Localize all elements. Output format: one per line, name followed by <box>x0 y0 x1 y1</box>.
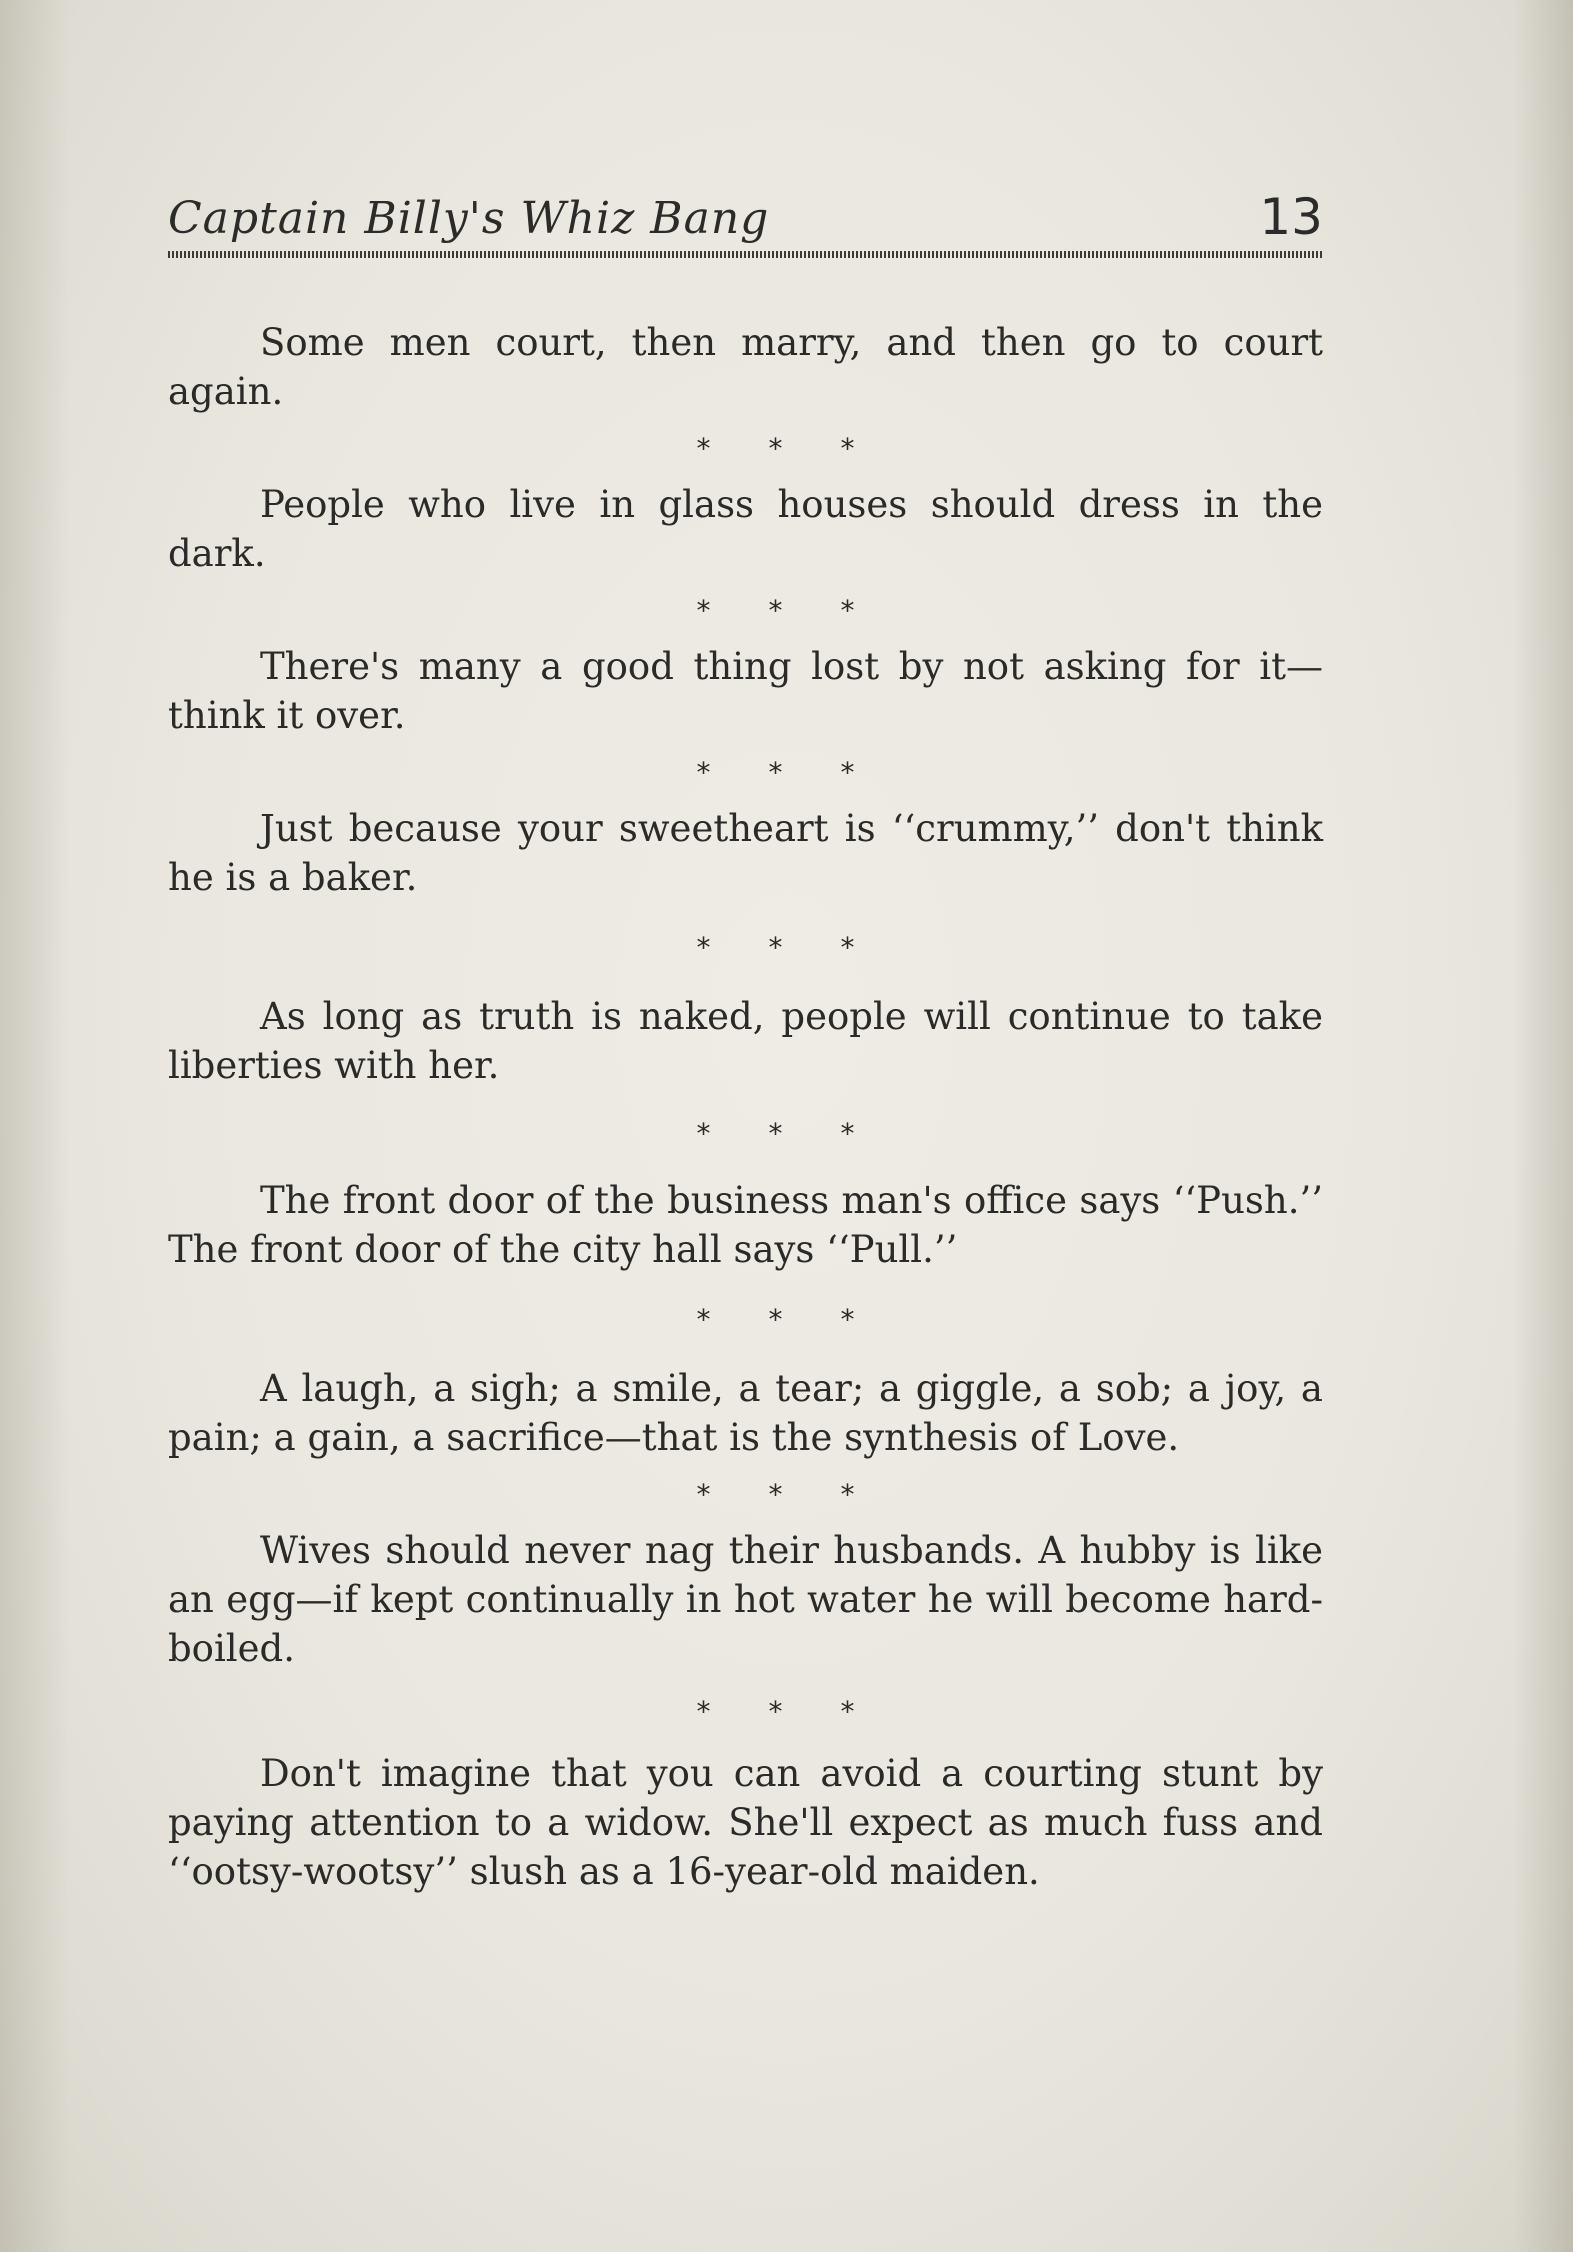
paragraph: Wives should never nag their husbands. A hubby is like an egg—if kept continually in hot water he will become hard-boiled. <box>168 1529 1323 1670</box>
star-glyph: * <box>696 593 711 627</box>
star-glyph: * <box>840 1302 855 1336</box>
star-separator <box>168 1274 1323 1364</box>
paragraph: Just because your sweetheart is ‘‘crummy,’’ don't think he is a baker. <box>168 807 1323 899</box>
star-glyph: * <box>768 1694 783 1728</box>
star-glyph: * <box>768 755 783 789</box>
star-glyph: * <box>768 1477 783 1511</box>
star-glyph: * <box>696 431 711 465</box>
star-glyph: * <box>768 431 783 465</box>
star-glyph: * <box>840 1477 855 1511</box>
star-glyph: * <box>696 1302 711 1336</box>
running-title: Captain Billy's Whiz Bang <box>168 193 770 244</box>
star-glyph: * <box>696 1116 711 1150</box>
star-glyph: * <box>768 930 783 964</box>
paragraph: Don't imagine that you can avoid a courting stunt by paying attention to a widow. She'll expect as much fuss and ‘‘ootsy-wootsy’’ slush as a 16-year-old maiden. <box>168 1752 1323 1893</box>
star-separator <box>168 902 1323 992</box>
header-rule <box>168 251 1323 258</box>
star-glyph: * <box>696 755 711 789</box>
star-separator <box>168 1462 1323 1526</box>
star-separator <box>168 1673 1323 1749</box>
star-separator <box>168 578 1323 642</box>
star-glyph: * <box>696 1477 711 1511</box>
paragraph: As long as truth is naked, people will continue to take liberties with her. <box>168 995 1323 1087</box>
star-glyph: * <box>768 1116 783 1150</box>
page-number: 13 <box>1259 188 1323 246</box>
paragraph: A laugh, a sigh; a smile, a tear; a giggle, a sob; a joy, a pain; a gain, a sacrifice—that is the synthesis of Love. <box>168 1367 1323 1459</box>
paragraph: There's many a good thing lost by not asking for it—think it over. <box>168 645 1323 737</box>
paragraph: People who live in glass houses should dress in the dark. <box>168 483 1323 575</box>
page-edge-shadow-right <box>1513 0 1573 2252</box>
star-glyph: * <box>768 593 783 627</box>
paragraph: Some men court, then marry, and then go to court again. <box>168 321 1323 413</box>
page-header <box>168 188 1323 258</box>
star-glyph: * <box>840 1116 855 1150</box>
star-glyph: * <box>840 755 855 789</box>
star-separator <box>168 416 1323 480</box>
star-glyph: * <box>840 930 855 964</box>
star-glyph: * <box>768 1302 783 1336</box>
star-glyph: * <box>840 1694 855 1728</box>
star-separator <box>168 1090 1323 1176</box>
star-glyph: * <box>696 1694 711 1728</box>
page-edge-shadow-left <box>0 0 70 2252</box>
star-glyph: * <box>840 431 855 465</box>
star-glyph: * <box>840 593 855 627</box>
star-separator <box>168 740 1323 804</box>
paragraph: The front door of the business man's office says ‘‘Push.’’ The front door of the city hall says ‘‘Pull.’’ <box>168 1179 1323 1271</box>
star-glyph: * <box>696 930 711 964</box>
page-body <box>168 318 1323 1896</box>
